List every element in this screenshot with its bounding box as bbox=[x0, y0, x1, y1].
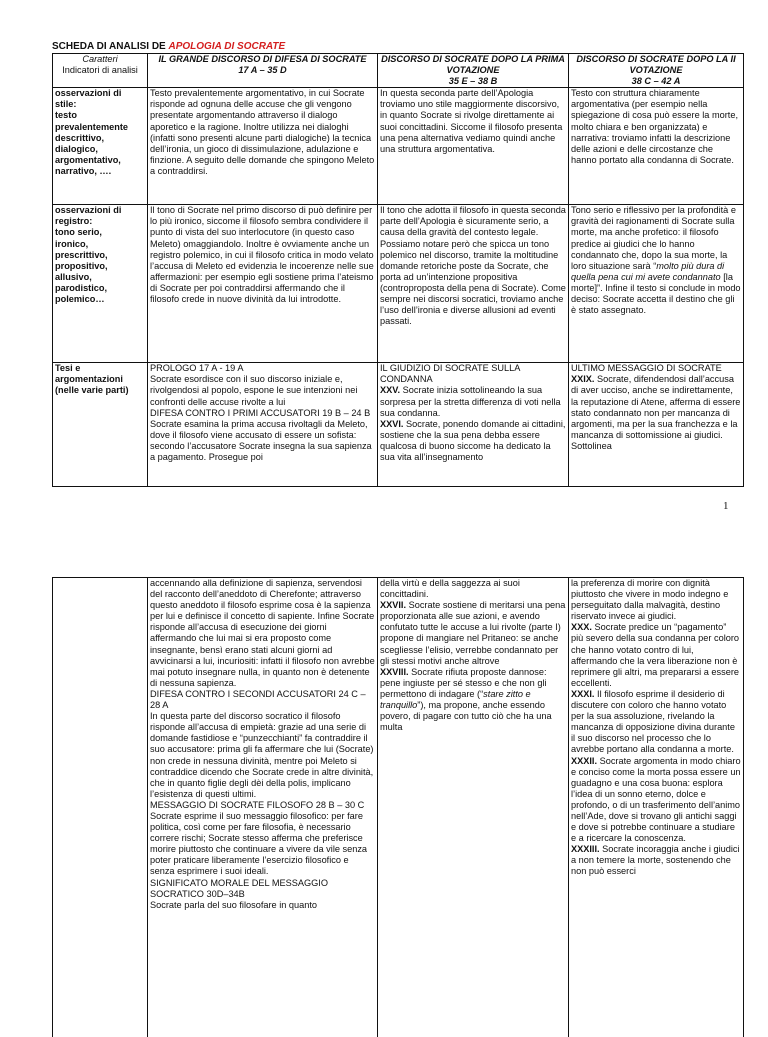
philosopher-message-heading: MESSAGGIO DI SOCRATE FILOSOFO 28 B – 30 C bbox=[150, 800, 375, 811]
header-first-vote bbox=[378, 54, 569, 88]
work-title: APOLOGIA DI SOCRATE bbox=[169, 41, 286, 52]
row-theses-first-vote bbox=[378, 363, 569, 487]
row-register-label-line: tono serio, bbox=[55, 227, 145, 238]
row-style-label-line: narrativo, …. bbox=[55, 166, 145, 177]
section-xxv-number: XXV. bbox=[380, 385, 400, 395]
section-xxvii-number: XXVII. bbox=[380, 600, 406, 610]
row-register-label-line: propositivo, bbox=[55, 261, 145, 272]
section-xxix-text: Socrate, difendendosi dall’accusa di aver ucciso, anche se indirettamente, la reputazione di Atene, afferma di essere stato condannato non per mancanza di argomenti, ma per la sua franchezza e la mancanza di sottomissione ai giudici. Sottolinea bbox=[571, 374, 740, 451]
row-style-label bbox=[53, 88, 148, 205]
section-xxvi bbox=[380, 419, 566, 463]
section-xxviii-number: XXVIII. bbox=[380, 667, 409, 677]
moral-meaning-text: Socrate parla del suo filosofare in quanto bbox=[150, 900, 375, 911]
header-characteristics bbox=[53, 54, 148, 88]
row-register-second-vote bbox=[569, 205, 744, 363]
header-first-vote-title: DISCORSO DI SOCRATE DOPO LA PRIMA VOTAZIONE bbox=[380, 54, 566, 76]
continued-defense bbox=[148, 578, 378, 1037]
continued-first-vote bbox=[378, 578, 569, 1037]
section-xxvii-text: Socrate sostiene di meritarsi una pena proporzionata alle sue azioni, e avendo confutato tutte le accuse a lui rivolte (parte I) propone di mangiare nel Pritaneo: se anche scegliesse l’elisio, verrebbe condannato per gli stessi motivi anche altrove bbox=[380, 600, 565, 665]
judgement-heading: IL GIUDIZIO DI SOCRATE SULLA CONDANNA bbox=[380, 363, 566, 385]
row-register-label-line: ironico, bbox=[55, 239, 145, 250]
row-style bbox=[53, 88, 744, 205]
section-xxx bbox=[571, 622, 741, 689]
section-xxxii-number: XXXII. bbox=[571, 756, 597, 766]
section-xxviii-quote: stare zitto e tranquillo bbox=[380, 689, 531, 710]
section-xxviii bbox=[380, 667, 566, 734]
analysis-table bbox=[52, 53, 744, 487]
row-theses-defense bbox=[148, 363, 378, 487]
first-accusers-text: Socrate esamina la prima accusa rivoltagli da Meleto, dove il filosofo viene accusato di essere un sofista: secondo l’accusatore Socrate insegna la sua sapienza a pagamento. Prosegue poi bbox=[150, 419, 375, 463]
prologue-text: Socrate esordisce con il suo discorso iniziale e, rivolgendosi al popolo, espone le sue intenzioni nei confronti delle accuse rivolte a lui bbox=[150, 374, 375, 407]
moral-meaning-heading: SIGNIFICATO MORALE DEL MESSAGGIO SOCRATICO 30D–34B bbox=[150, 878, 375, 900]
section-xxxiii-number: XXXIII. bbox=[571, 844, 600, 854]
row-register-label-line: parodistico, bbox=[55, 283, 145, 294]
section-xxvi-number: XXVI. bbox=[380, 419, 404, 429]
row-register-first-vote: Il tono che adotta il filosofo in questa seconda parte dell’Apologia è sicuramente serio, a causa della gravità del contesto legale. Possiamo notare però che spicca un tono polemico nel discorso, tramite la moltitudine domande retoriche poste da Socrate, che porta ad un’intenzione propositiva (controproposta della pena di Socrate). Come sempre nei discorsi socratici, troviamo anche l’uso dell’ironia e diverse allusioni ad eventi passati. bbox=[378, 205, 569, 363]
row-theses-second-vote bbox=[569, 363, 744, 487]
row-style-label-line: prevalentemente bbox=[55, 122, 145, 133]
prologue-heading: PROLOGO 17 A - 19 A bbox=[150, 363, 375, 374]
header-characteristics-subtitle: Indicatori di analisi bbox=[55, 65, 145, 76]
page-2 bbox=[0, 577, 768, 1037]
header-defense-speech bbox=[148, 54, 378, 88]
second-accusers-text: In questa parte del discorso socratico il filosofo risponde all’accusa di empietà: grazie ad una serie di domande fastidiose e “punzecchianti” fa contraddire il suo accusatore: prima gli fa affermare che lui (Socrate) non crede in nessuna divinità, mentre poi Meleto si contraddice dicendo che Socrate crede in altre divinità, che in quanto figlie degli dèi della polis, implicano l’esistenza di questi ultimi. bbox=[150, 711, 375, 800]
row-style-label-line: argomentativo, bbox=[55, 155, 145, 166]
row-style-label-line: dialogico, bbox=[55, 144, 145, 155]
row-theses-label-line: (nelle varie parti) bbox=[55, 385, 145, 396]
row-style-first-vote: In questa seconda parte dell’Apologia troviamo uno stile maggiormente discorsivo, in quanto Socrate si rivolge direttamente ai suoi concittadini. Siccome il filosofo presenta una pena alternativa vediamo quindi anche una struttura argomentativa. bbox=[378, 88, 569, 205]
section-xxxii-text: Socrate argomenta in modo chiaro e conciso come la morta possa essere un guadagno e una cosa buona: esplora l’idea di un sonno eterno, dolce e profondo, o di un trasferimento dell’animo nell’Ade, dove si trovano gli antichi saggi e dove si potrebbe continuare a studiare e a ricercare la conoscenza. bbox=[571, 756, 741, 844]
section-xxix bbox=[571, 374, 741, 452]
continued-defense-text: accennando alla definizione di sapienza, servendosi del racconto dell’aneddoto di Cherefonte; attraverso questo aneddoto il filosofo esprime cosa è la sapienza per lui e definisce il concetto di sapiente. Infine Socrate risponde all’accusa di esecuzione dei giorni affermando che lui mai si era proposto come insegnante, bensì erano stati alcuni giorni ad avvicinarsi a lui, incuriositi: infatti il filosofo non avrebbe mai potuto insegnare nulla, in quanto non è detenente di nessuna sapienza. bbox=[150, 578, 375, 689]
row-style-label-line: testo bbox=[55, 110, 145, 121]
continued-second-vote bbox=[569, 578, 744, 1037]
register-second-vote-text-end: [la morte]”. Infine il testo si conclude in modo deciso: Socrate accetta il destino che gli è stato assegnato. bbox=[571, 272, 741, 315]
section-xxv bbox=[380, 385, 566, 418]
row-style-label-line: osservazioni di bbox=[55, 88, 145, 99]
register-second-vote-text: Tono serio e riflessivo per la profondità e gravità dei ragionamenti di Socrate sulla morte, ma anche profetico: il filosofo predice ai giudici che lo hanno condannato che, dopo la sua morte, la loro situazione sarà “ bbox=[571, 205, 736, 270]
row-theses-label-line: argomentazioni bbox=[55, 374, 145, 385]
row-style-label-line: stile: bbox=[55, 99, 145, 110]
sheet-title-prefix: SCHEDA DI ANALISI DE bbox=[52, 41, 169, 52]
header-row bbox=[53, 54, 744, 88]
section-xxxii bbox=[571, 756, 741, 845]
continued-first-vote-text: della virtù e della saggezza ai suoi concittadini. bbox=[380, 578, 566, 600]
continued-row bbox=[53, 578, 744, 1037]
row-theses-label-line: Tesi e bbox=[55, 363, 145, 374]
section-xxxiii bbox=[571, 844, 741, 877]
section-xxxi-number: XXXI. bbox=[571, 689, 595, 699]
row-style-label-line: descrittivo, bbox=[55, 133, 145, 144]
continued-second-vote-text: la preferenza di morire con dignità piuttosto che vivere in modo indegno e perseguitato dalla malvagità, destino riservato invece ai giudici. bbox=[571, 578, 741, 622]
row-register-label bbox=[53, 205, 148, 363]
row-register-label-line: osservazioni di bbox=[55, 205, 145, 216]
continued-label-cell bbox=[53, 578, 148, 1037]
row-register-label-line: prescrittivo, bbox=[55, 250, 145, 261]
row-register-defense: Il tono di Socrate nel primo discorso di può definire per lo più ironico, siccome il filosofo sembra condividere il punto di vista del suo interlocutore (in questo caso Meleto) omaggiandolo. Inoltre è ovviamente anche un registro polemico, in cui il filosofo critica in modo velato l’accusa di Meleto ed evidenzia le incoerenze nelle sue affermazioni: per esempio egli sostiene prima l’ateismo di Socrate per poi contraddirsi affermando che il filosofo crede in nuove divinità da lui introdotte. bbox=[148, 205, 378, 363]
philosopher-message-text: Socrate esprime il suo messaggio filosofico: per fare politica, così come per fare filosofia, è necessario correre rischi; Socrate stesso afferma che preferisce morire piuttosto che continuare a vivere da vile senza poter praticare liberamente l’esercizio filosofico e senza esprimere i suoi ideali. bbox=[150, 811, 375, 878]
row-register bbox=[53, 205, 744, 363]
section-xxxi-text: Il filosofo esprime il desiderio di discutere con coloro che hanno votato per la sua assoluzione, rivelando la mancanza di opposizione divina durante il suo discorso nel processo che lo avrebbe portano alla condanna a morte. bbox=[571, 689, 735, 754]
section-xxviii-text-end: ”), ma propone, anche essendo povero, di pagare con tutto ciò che ha una multa bbox=[380, 700, 552, 732]
register-second-vote-quote: molto più dura di quella pena cui mi avete condannato bbox=[571, 261, 724, 282]
section-xxix-number: XXIX. bbox=[571, 374, 595, 384]
row-theses-label bbox=[53, 363, 148, 487]
analysis-table-continued bbox=[52, 577, 744, 1037]
header-second-vote-title: DISCORSO DI SOCRATE DOPO LA II VOTAZIONE bbox=[571, 54, 741, 76]
row-theses bbox=[53, 363, 744, 487]
header-defense-range: 17 A – 35 D bbox=[150, 65, 375, 76]
row-style-second-vote: Testo con struttura chiaramente argomentativa (per esempio nella spiegazione di cosa può essere la morte, molto chiara e ben organizzata) e narrativa: troviamo infatti la descrizione delle azioni e delle circostanze che hanno portato alla condanna di Socrate. bbox=[569, 88, 744, 205]
header-defense-title: IL GRANDE DISCORSO DI DIFESA DI SOCRATE bbox=[150, 54, 375, 65]
header-characteristics-title: Caratteri bbox=[55, 54, 145, 65]
section-xxv-text: Socrate inizia sottolineando la sua sorpresa per la stretta differenza di voti nella sua condanna. bbox=[380, 385, 561, 417]
row-style-defense: Testo prevalentemente argomentativo, in cui Socrate risponde ad ognuna delle accuse che gli vengono presentate argomentando attraverso il dialogo aporetico e la ragione. Inoltre utilizza nei dialoghi (infatti sono presenti alcune parti dialogiche) la tecnica dell’ironia, un gioco di dissimulazione, adulazione e finzione. A seguito delle domande che spingono Meleto a contraddirsi. bbox=[148, 88, 378, 205]
row-register-label-line: polemico… bbox=[55, 294, 145, 305]
last-message-heading: ULTIMO MESSAGGIO DI SOCRATE bbox=[571, 363, 741, 374]
page-number: 1 bbox=[723, 500, 729, 512]
header-second-vote bbox=[569, 54, 744, 88]
sheet-title bbox=[52, 41, 285, 52]
row-register-label-line: allusivo, bbox=[55, 272, 145, 283]
section-xxx-number: XXX. bbox=[571, 622, 592, 632]
second-accusers-heading: DIFESA CONTRO I SECONDI ACCUSATORI 24 C – 28 A bbox=[150, 689, 375, 711]
section-xxvi-text: Socrate, ponendo domande ai cittadini, sostiene che la sua pena debba essere qualcosa di buono siccome ha dedicato la sua vita all’insegnamento bbox=[380, 419, 565, 462]
header-first-vote-range: 35 E – 38 B bbox=[380, 76, 566, 87]
section-xxx-text: Socrate predice un “pagamento” più severo della sua condanna per coloro che hanno votato contro di lui, affermando che la vera liberazione non è reprimere gli altri, ma prepararsi a essere eccellenti. bbox=[571, 622, 739, 687]
section-xxviii-text: Socrate rifiuta proposte dannose: pene ingiuste per sé stesso e che non gli permettono di indagare (“ bbox=[380, 667, 547, 699]
row-register-label-line: registro: bbox=[55, 216, 145, 227]
header-second-vote-range: 38 C – 42 A bbox=[571, 76, 741, 87]
first-accusers-heading: DIFESA CONTRO I PRIMI ACCUSATORI 19 B – 24 B bbox=[150, 408, 375, 419]
section-xxxi bbox=[571, 689, 741, 756]
section-xxxiii-text: Socrate incoraggia anche i giudici a non temere la morte, sostenendo che non può esserci bbox=[571, 844, 740, 876]
section-xxvii bbox=[380, 600, 566, 667]
